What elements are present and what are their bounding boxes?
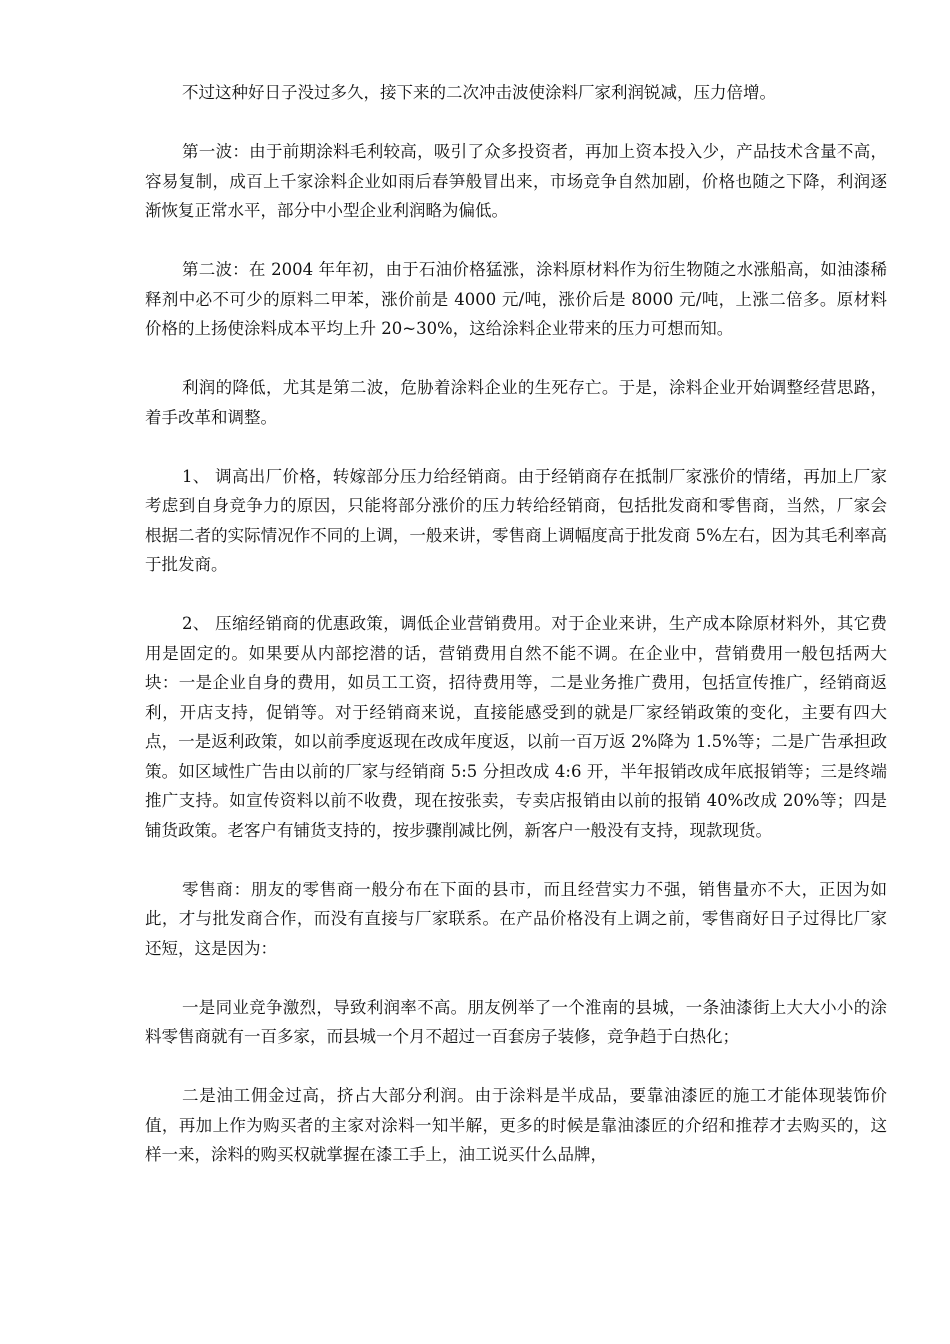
- paragraph-second-wave: 第二波：在 2004 年年初，由于石油价格猛涨，涂料原材料作为衍生物随之水涨船高，如油漆稀释剂中必不可少的原料二甲苯，涨价前是 4000 元/吨，涨价后是 8000 元/吨，上涨二倍多。原材料价格的上扬使涂料成本平均上升 20~30%，这给涂料企业带来的压力可想而知。: [145, 260, 887, 338]
- paragraph-first-wave: 第一波：由于前期涂料毛利较高，吸引了众多投资者，再加上资本投入少，产品技术含量不高，容易复制，成百上千家涂料企业如雨后春笋般冒出来，市场竞争自然加剧，价格也随之下降，利润逐渐恢复正常水平，部分中小型企业利润略为偏低。: [145, 142, 887, 220]
- paragraph-intro: 不过这种好日子没过多久，接下来的二次冲击波使涂料厂家利润锐减，压力倍增。: [182, 83, 776, 102]
- paragraph-reason-2: 二是油工佣金过高，挤占大部分利润。由于涂料是半成品，要靠油漆匠的施工才能体现装饰价值，再加上作为购买者的主家对涂料一知半解，更多的时候是靠油漆匠的介绍和推荐才去购买的，这样一来，涂料的购买权就掌握在漆工手上，油工说买什么品牌，: [145, 1086, 887, 1164]
- paragraph-reason-1: 一是同业竞争激烈，导致利润率不高。朋友例举了一个淮南的县城，一条油漆街上大大小小的涂料零售商就有一百多家，而县城一个月不超过一百套房子装修，竞争趋于白热化；: [145, 997, 887, 1046]
- paragraph-retailer: 零售商：朋友的零售商一般分布在下面的县市，而且经营实力不强，销售量亦不大，正因为如此，才与批发商合作，而没有直接与厂家联系。在产品价格没有上调之前，零售商好日子过得比厂家还短，这是因为：: [145, 879, 887, 958]
- paragraph-measure-2: 2、 压缩经销商的优惠政策，调低企业营销费用。对于企业来讲，生产成本除原材料外，其它费用是固定的。如果要从内部挖潜的话，营销费用自然不能不调。在企业中，营销费用一般包括两大块：一是企业自身的费用，如员工工资，招待费用等，二是业务推广费用，包括宣传推广，经销商返利，开店支持，促销等。对于经销商来说，直接能感受到的就是厂家经销政策的变化，主要有四大点，一是返利政策，如以前季度返现在改成年度返，以前一百万返 2%降为 1.5%等；二是广告承担政策。如区域性广告由以前的厂家与经销商 5:5 分担改成 4:6 开，半年报销改成年底报销等；三是终端推广支持。如宣传资料以前不收费，现在按张卖，专卖店报销由以前的报销 40%改成 20%等；四是铺货政策。老客户有铺货支持的，按步骤削减比例，新客户一般没有支持，现款现货。: [145, 614, 887, 840]
- paragraph-measure-1: 1、 调高出厂价格，转嫁部分压力给经销商。由于经销商存在抵制厂家涨价的情绪，再加上厂家考虑到自身竞争力的原因，只能将部分涨价的压力转给经销商，包括批发商和零售商，当然，厂家会根据二者的实际情况作不同的上调，一般来讲，零售商上调幅度高于批发商 5%左右，因为其毛利率高于批发商。: [145, 466, 887, 574]
- document-body: [145, 78, 887, 1199]
- paragraph-profit-decline: 利润的降低，尤其是第二波，危胁着涂料企业的生死存亡。于是，涂料企业开始调整经营思路，着手改革和调整。: [145, 378, 887, 427]
